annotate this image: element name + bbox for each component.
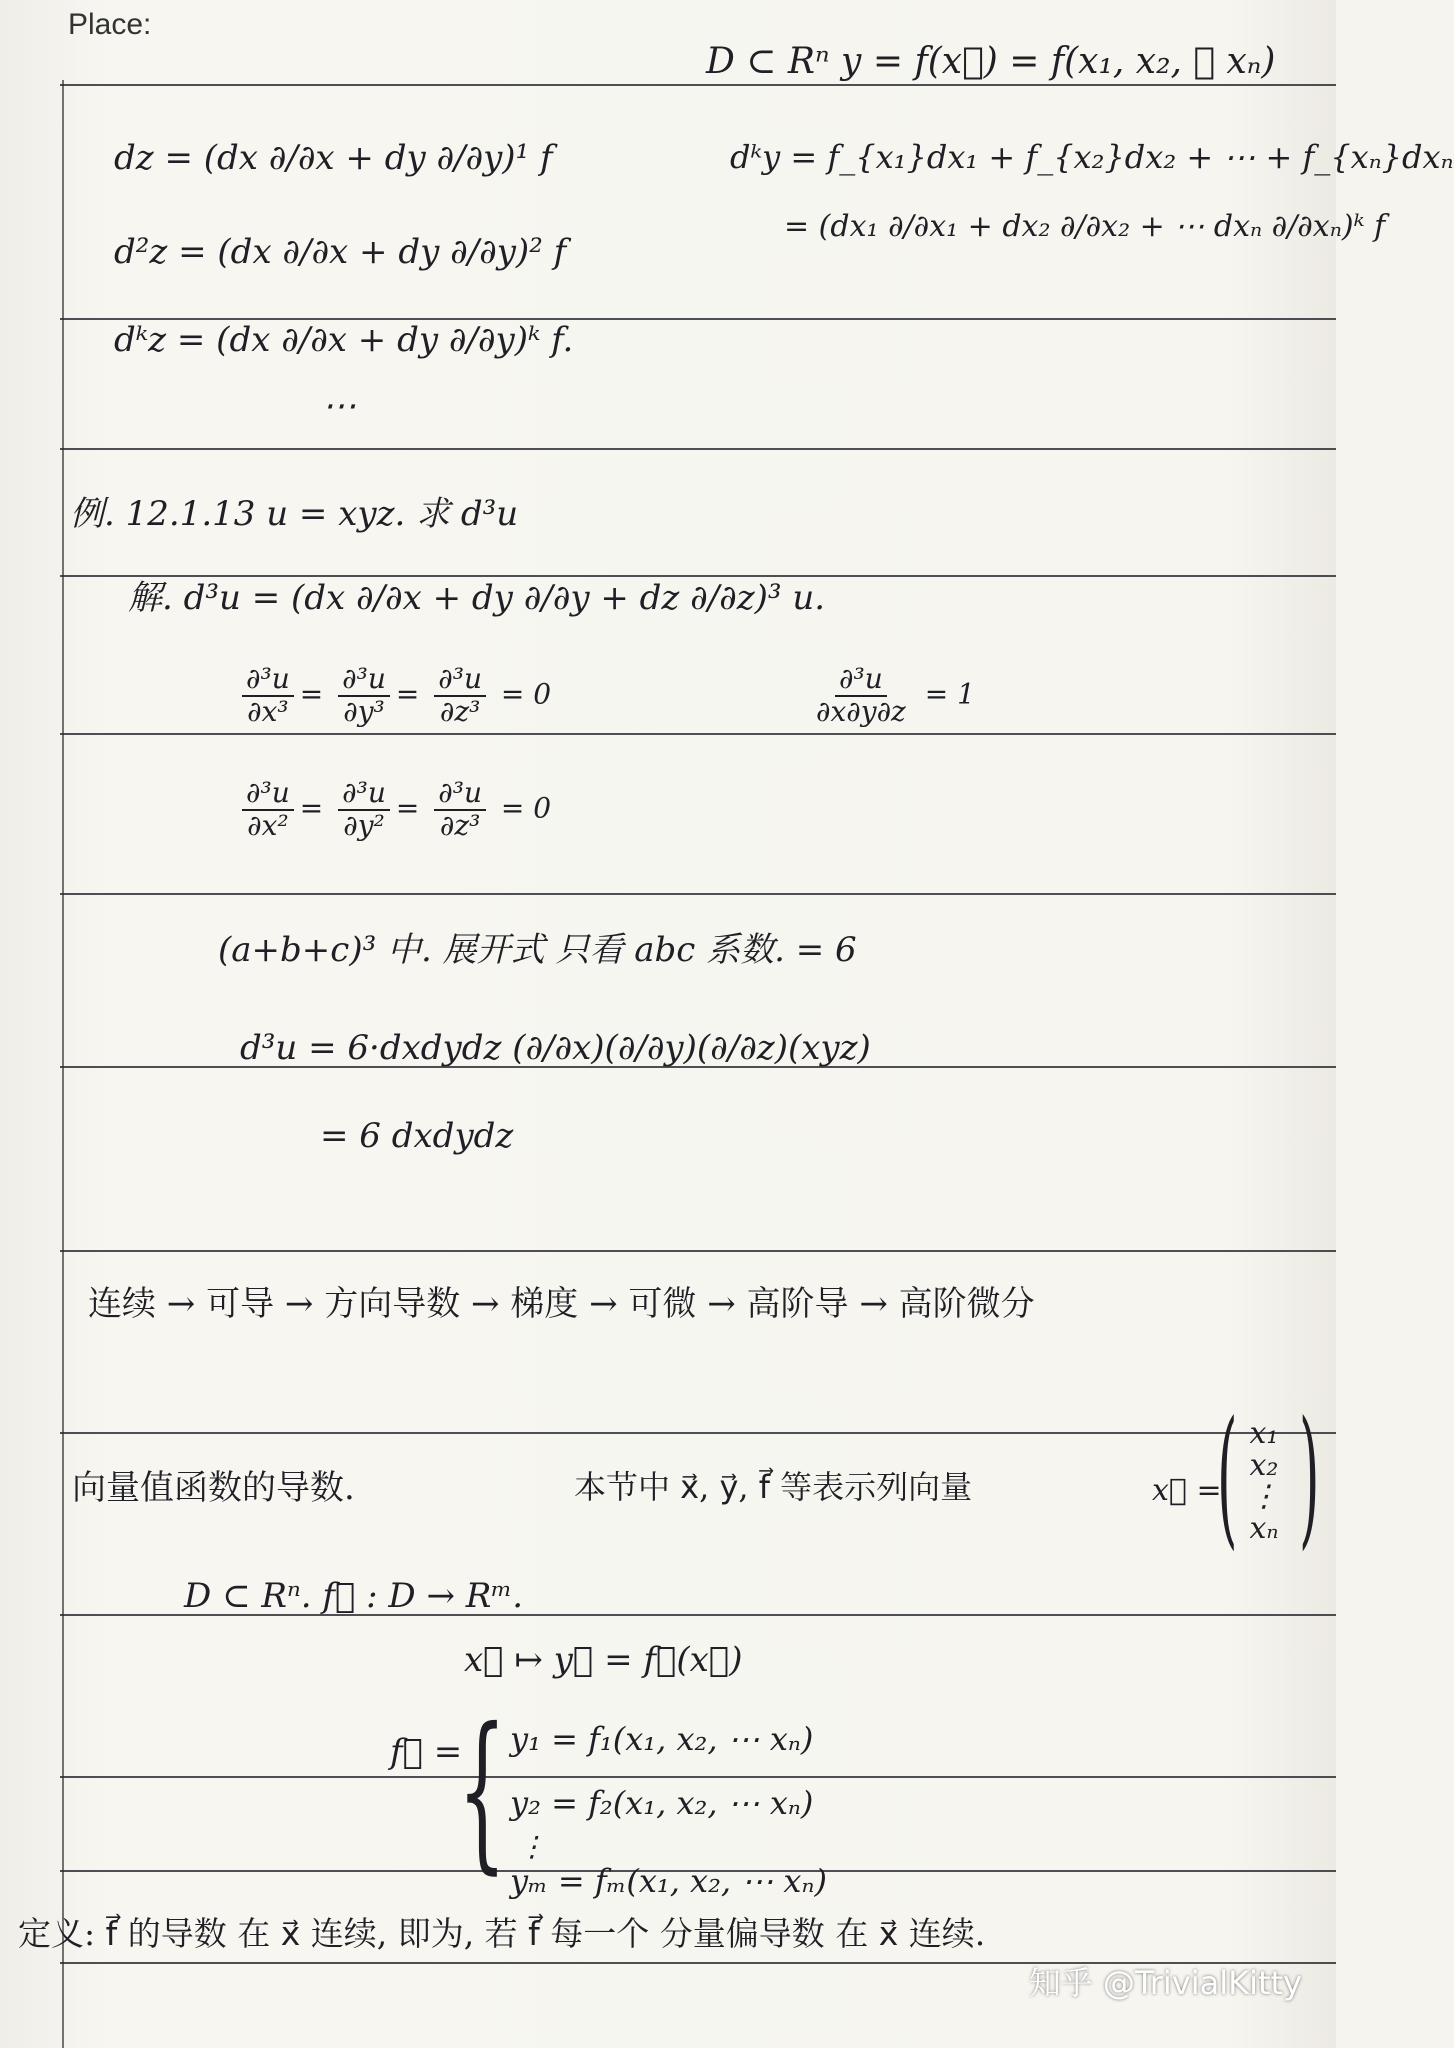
rule-line bbox=[60, 893, 1336, 895]
rule-line bbox=[60, 1432, 1336, 1434]
definition-line: 定义: f⃗ 的导数 在 x⃗ 连续, 即为, 若 f⃗ 每一个 分量偏导数 在 x⃗ 连续. bbox=[18, 1914, 986, 1953]
margin-line bbox=[62, 80, 64, 2048]
first-differential: dz = (dx ∂/∂x + dy ∂/∂y)¹ f bbox=[114, 138, 553, 178]
kth-differential: dᵏz = (dx ∂/∂x + dy ∂/∂y)ᵏ f. bbox=[114, 320, 574, 360]
component-2: y₂ = f₂(x₁, x₂, ⋯ xₙ) bbox=[510, 1784, 814, 1822]
total-differential-line: dᵏy = f_{x₁}dx₁ + f_{x₂}dx₂ + ⋯ + f_{xₙ}dxₙ bbox=[730, 138, 1454, 176]
example-title: 例. 12.1.13 u = xyz. 求 d³u bbox=[70, 494, 519, 534]
mapping-definition: D ⊂ Rⁿ. f⃗ : D → Rᵐ. bbox=[184, 1576, 524, 1616]
third-partials-zero: $\frac{\text{∂³u}}{\text{∂x³}}$ = $\frac{\text{∂³u}}{\text{∂y³}}$ = $\frac{\text{∂³u}}{\text{∂z³}}$ = 0 bbox=[236, 664, 551, 728]
vector-x-label: x⃗ = bbox=[1152, 1473, 1222, 1508]
column-vector: x₁ x₂ ⋮ xₙ bbox=[1249, 1416, 1279, 1546]
trinomial-coefficient: (a+b+c)³ 中. 展开式 只看 abc 系数. = 6 bbox=[218, 930, 857, 970]
second-differential: d²z = (dx ∂/∂x + dy ∂/∂y)² f bbox=[114, 232, 567, 272]
open-paren: ( bbox=[1217, 1390, 1238, 1564]
rule-line bbox=[60, 84, 1336, 86]
ellipsis: ⋯ bbox=[322, 386, 356, 426]
rule-line bbox=[60, 733, 1336, 735]
component-system-label: f⃗ = bbox=[390, 1732, 463, 1772]
mapping-rule: x⃗ ↦ y⃗ = f⃗(x⃗) bbox=[464, 1640, 743, 1680]
mixed-partial-one: $\frac{\text{∂³u}}{\partial x\partial y\partial z}$ = 1 bbox=[816, 662, 975, 728]
rule-line bbox=[60, 575, 1336, 577]
close-paren: ) bbox=[1299, 1390, 1320, 1564]
third-differential-expansion: d³u = 6·dxdydz (∂/∂x)(∂/∂y)(∂/∂z)(xyz) bbox=[240, 1028, 871, 1068]
section-title: 向量值函数的导数. bbox=[72, 1468, 355, 1508]
domain-function-line: D ⊂ Rⁿ y = f(x⃗) = f(x₁, x₂, ⋯ xₙ) bbox=[706, 41, 1276, 82]
operator-form-line: = (dx₁ ∂/∂x₁ + dx₂ ∂/∂x₂ + ⋯ dxₙ ∂/∂xₙ)ᵏ f bbox=[784, 209, 1386, 244]
watermark: 知乎 @TrivialKitty bbox=[1028, 1964, 1302, 2002]
rule-line bbox=[60, 1250, 1336, 1252]
solution-line: 解. d³u = (dx ∂/∂x + dy ∂/∂y + dz ∂/∂z)³ u. bbox=[128, 578, 826, 618]
component-1: y₁ = f₁(x₁, x₂, ⋯ xₙ) bbox=[510, 1720, 814, 1758]
mixed-partials-zero: $\frac{\text{∂³u}}{\text{∂x²}}$ = $\frac{\text{∂³u}}{\text{∂y²}}$ = $\frac{\text{∂³u}}{\text{∂z³}}$ = 0 bbox=[236, 778, 551, 842]
component-m: yₘ = fₘ(x₁, x₂, ⋯ xₙ) bbox=[510, 1862, 827, 1900]
system-brace: { bbox=[457, 1692, 507, 1890]
concept-chain: 连续 → 可导 → 方向导数 → 梯度 → 可微 → 高阶导 → 高阶微分 bbox=[88, 1284, 1035, 1324]
component-ellipsis: ⋮ bbox=[518, 1830, 546, 1863]
place-label: Place: bbox=[68, 8, 152, 41]
rule-line bbox=[60, 1776, 1336, 1778]
rule-line bbox=[60, 448, 1336, 450]
third-differential-result: = 6 dxdydz bbox=[320, 1116, 514, 1156]
vector-notation-note: 本节中 x⃗, y⃗, f⃗ 等表示列向量 bbox=[574, 1468, 973, 1506]
